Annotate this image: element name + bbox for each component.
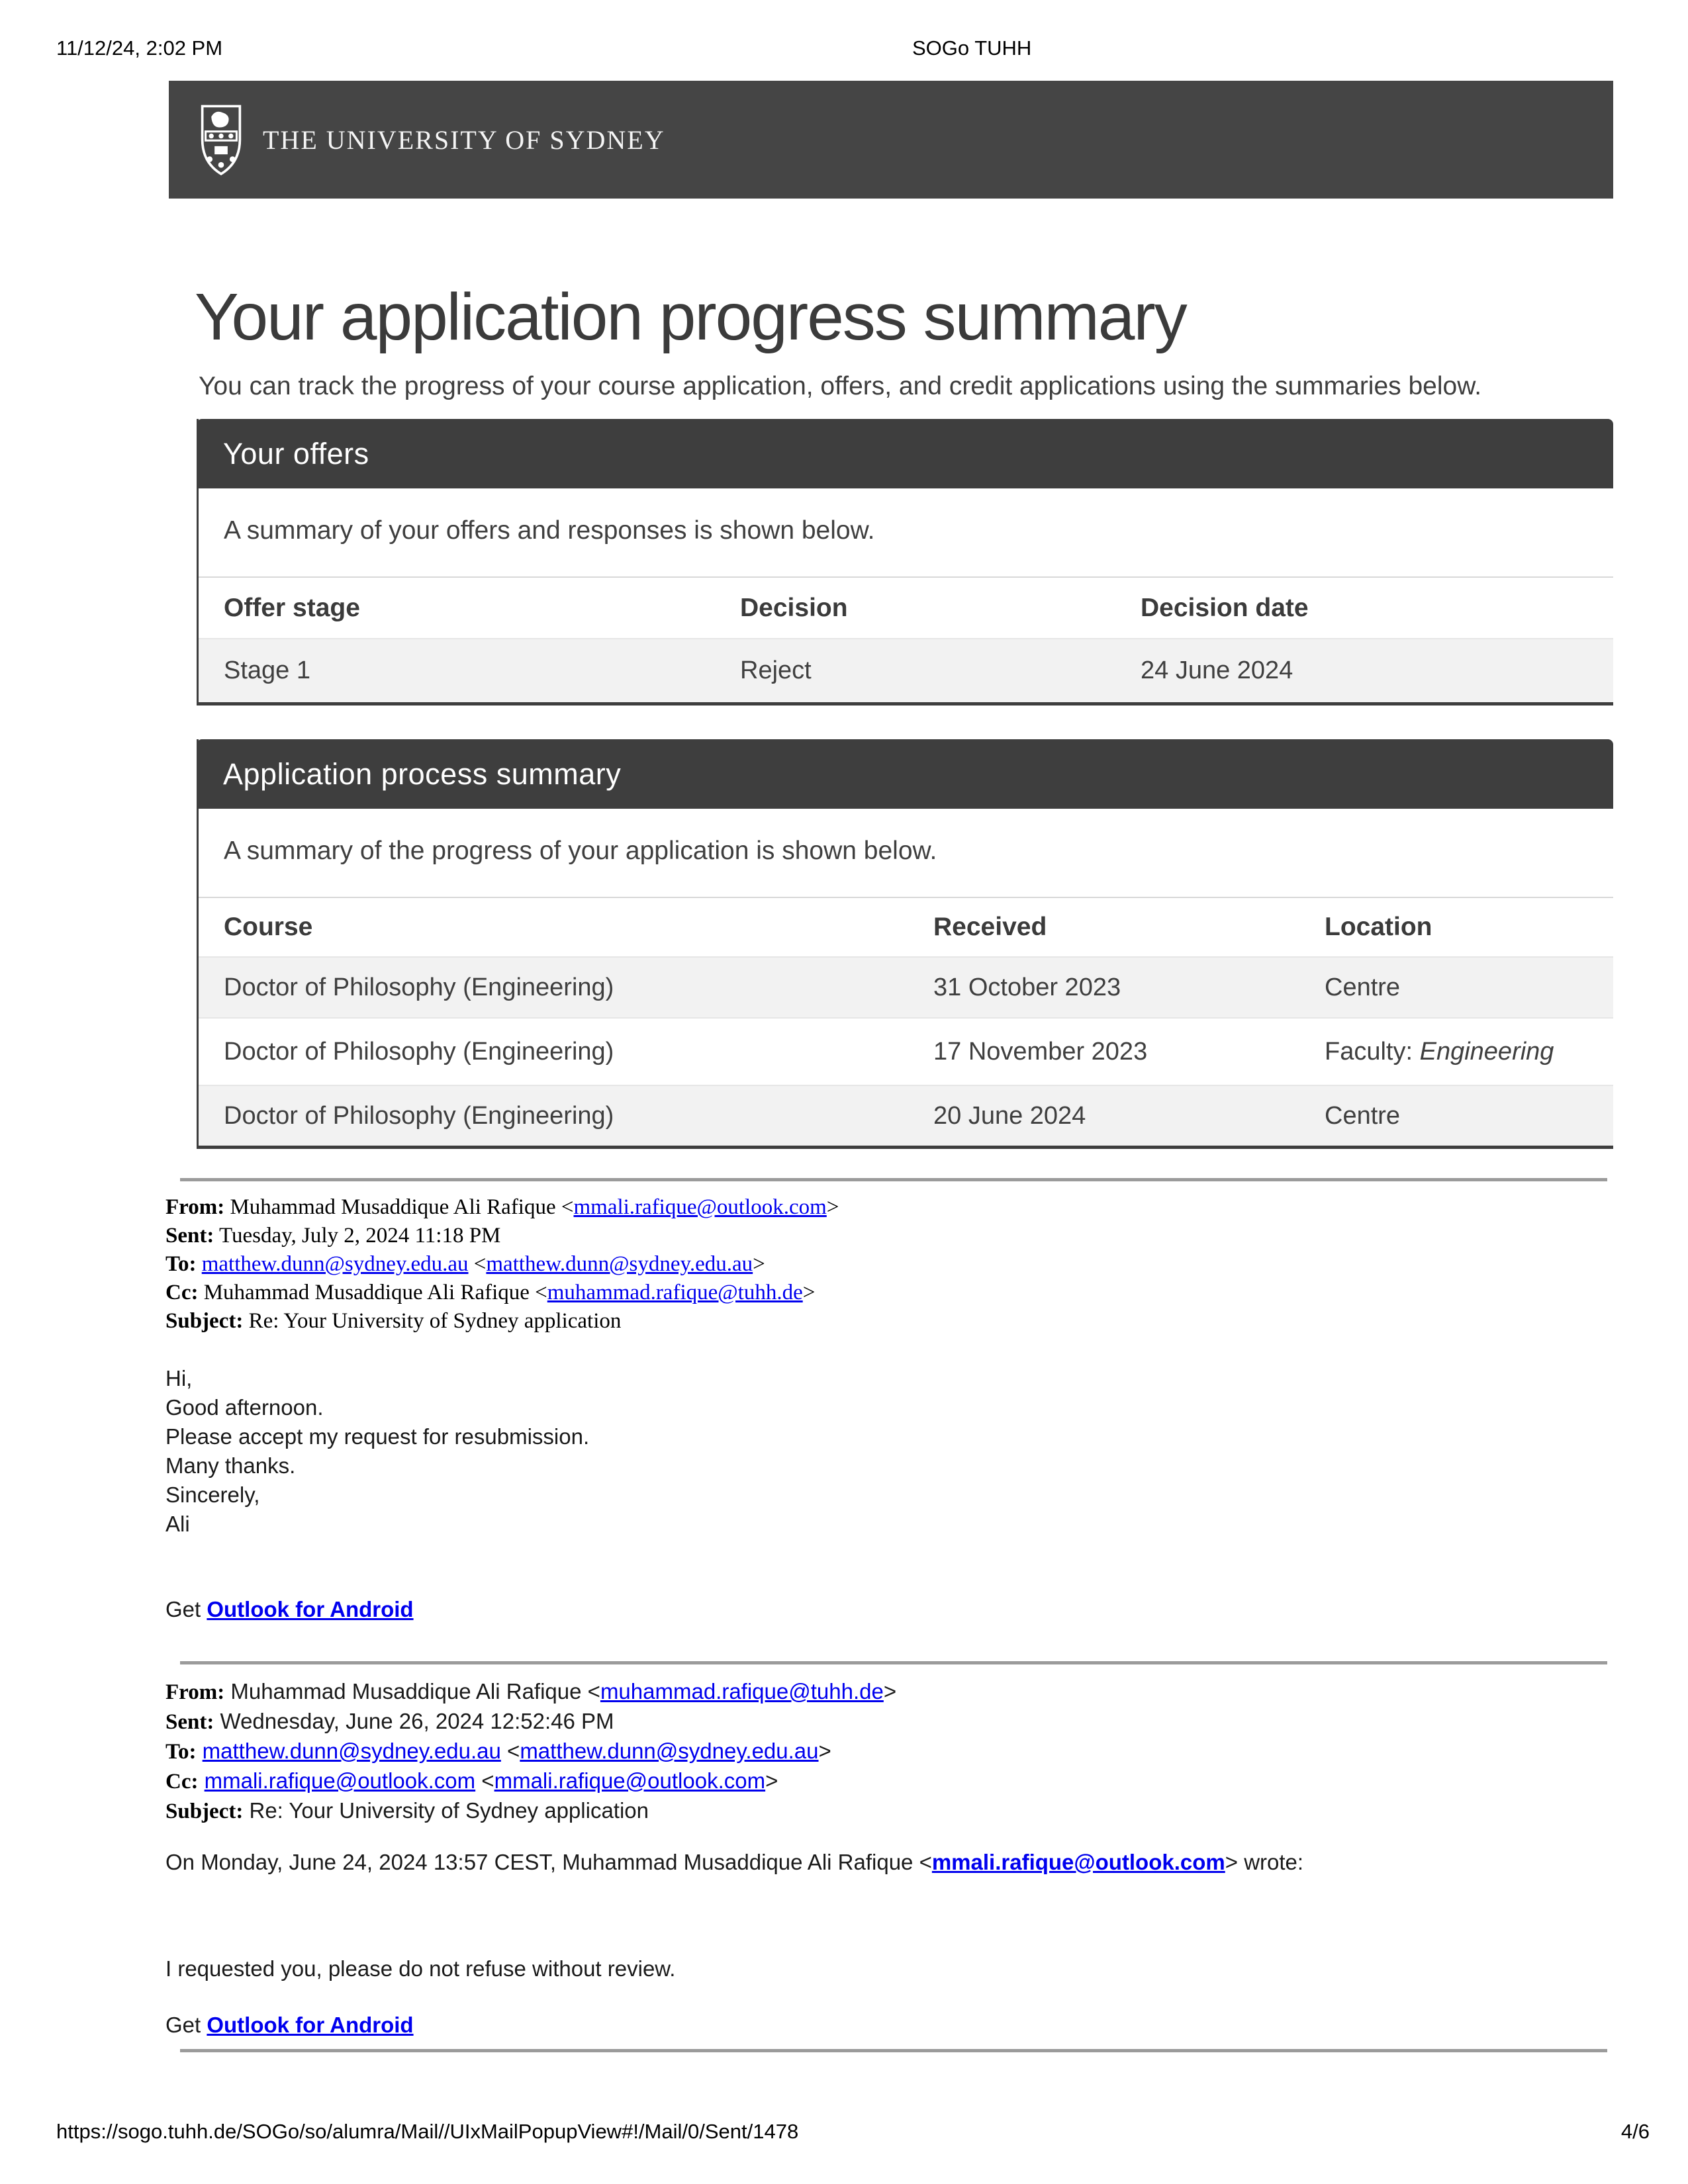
offers-card xyxy=(197,419,1613,705)
column-location: Location xyxy=(1325,913,1432,941)
email2-headers xyxy=(165,1677,896,1826)
offers-table-header xyxy=(199,576,1613,638)
email1-body xyxy=(165,1364,589,1539)
column-course: Course xyxy=(224,913,313,941)
process-card-title: Application process summary xyxy=(223,756,622,791)
email-from-line: From: Muhammad Musaddique Ali Rafique <muhammad.rafique@tuhh.de> xyxy=(165,1679,897,1704)
page-subtitle: You can track the progress of your course application, offers, and credit applications using the summaries below. xyxy=(199,372,1482,400)
email1-headers xyxy=(165,1193,839,1336)
process-card xyxy=(197,739,1613,1149)
cell-course: Doctor of Philosophy (Engineering) xyxy=(224,1101,614,1130)
print-datetime: 11/12/24, 2:02 PM xyxy=(56,36,223,60)
process-table-header xyxy=(199,897,1613,956)
outlook-for-android-link[interactable]: Outlook for Android xyxy=(207,2013,414,2037)
email-to-line: To: matthew.dunn@sydney.edu.au <matthew.dunn@sydney.edu.au> xyxy=(165,1739,831,1764)
offers-card-header xyxy=(197,419,1613,488)
email-to-line: To: matthew.dunn@sydney.edu.au <matthew.dunn@sydney.edu.au> xyxy=(165,1252,765,1276)
process-summary-text: A summary of the progress of your application is shown below. xyxy=(224,837,937,865)
cell-location: Faculty: Engineering xyxy=(1325,1037,1554,1066)
to-email-link[interactable]: matthew.dunn@sydney.edu.au xyxy=(201,1252,469,1276)
column-offer-stage: Offer stage xyxy=(224,593,360,622)
cc-email-link[interactable]: mmali.rafique@outlook.com xyxy=(494,1768,766,1793)
university-of-sydney-crest-icon xyxy=(197,101,246,178)
column-decision: Decision xyxy=(740,593,848,622)
email-sent-line: Sent: Wednesday, June 26, 2024 12:52:46 PM xyxy=(165,1709,614,1734)
quote-attribution-line: On Monday, June 24, 2024 13:57 CEST, Muhammad Musaddique Ali Rafique <mmali.rafique@outlook.com> wrote: xyxy=(165,1850,1304,1874)
body-line: Sincerely, xyxy=(165,1482,260,1507)
cell-offer-stage: Stage 1 xyxy=(224,657,310,684)
university-banner xyxy=(169,81,1613,199)
offers-summary-text: A summary of your offers and responses is shown below. xyxy=(224,516,875,545)
email-sent-line: Sent: Tuesday, July 2, 2024 11:18 PM xyxy=(165,1224,501,1248)
to-email-link[interactable]: matthew.dunn@sydney.edu.au xyxy=(520,1739,819,1763)
email-cc-line: Cc: mmali.rafique@outlook.com <mmali.rafique@outlook.com> xyxy=(165,1768,778,1794)
page-title: Your application progress summary xyxy=(195,280,1186,354)
email-divider xyxy=(180,1178,1607,1181)
body-line: Please accept my request for resubmission. xyxy=(165,1424,590,1449)
body-line: Many thanks. xyxy=(165,1453,296,1478)
university-name: THE UNIVERSITY OF SYDNEY xyxy=(263,124,665,155)
from-email-link[interactable]: muhammad.rafique@tuhh.de xyxy=(600,1679,884,1704)
quoted-body-line: I requested you, please do not refuse without review. xyxy=(165,1956,676,1981)
get-outlook-line: Get Outlook for Android xyxy=(165,1597,414,1621)
from-email-link[interactable]: mmali.rafique@outlook.com xyxy=(573,1195,827,1219)
to-email-link[interactable]: matthew.dunn@sydney.edu.au xyxy=(486,1252,753,1276)
process-card-header xyxy=(197,739,1613,809)
column-received: Received xyxy=(933,913,1047,941)
email-subject-line: Subject: Re: Your University of Sydney application xyxy=(165,1798,649,1823)
get-outlook-line: Get Outlook for Android xyxy=(165,2013,414,2037)
to-email-link[interactable]: matthew.dunn@sydney.edu.au xyxy=(202,1739,501,1763)
quoted-email-link[interactable]: mmali.rafique@outlook.com xyxy=(931,1850,1225,1874)
offers-table-row xyxy=(199,638,1613,702)
cell-received: 31 October 2023 xyxy=(933,973,1121,1001)
outlook-for-android-link[interactable]: Outlook for Android xyxy=(207,1597,414,1621)
cell-course: Doctor of Philosophy (Engineering) xyxy=(224,973,614,1001)
email-subject-line: Subject: Re: Your University of Sydney application xyxy=(165,1309,622,1333)
body-line: Ali xyxy=(165,1512,190,1536)
cell-received: 20 June 2024 xyxy=(933,1101,1086,1130)
email-divider xyxy=(180,2049,1607,2052)
cc-email-link[interactable]: muhammad.rafique@tuhh.de xyxy=(547,1281,803,1304)
cell-course: Doctor of Philosophy (Engineering) xyxy=(224,1037,614,1066)
body-line: Good afternoon. xyxy=(165,1395,324,1420)
email-divider xyxy=(180,1661,1607,1664)
cell-received: 17 November 2023 xyxy=(933,1037,1148,1066)
offers-card-title: Your offers xyxy=(223,436,369,471)
body-line: Hi, xyxy=(165,1366,193,1390)
print-footer-page-number: 4/6 xyxy=(1620,2120,1650,2143)
cell-location: Centre xyxy=(1325,973,1401,1001)
cell-decision: Reject xyxy=(740,657,812,684)
print-footer-url: https://sogo.tuhh.de/SOGo/so/alumra/Mail//UIxMailPopupView#!/Mail/0/Sent/1478 xyxy=(56,2120,799,2143)
process-table-row xyxy=(199,956,1613,1017)
print-title: SOGo TUHH xyxy=(912,36,1032,60)
process-table-row xyxy=(199,1085,1613,1146)
cell-location: Centre xyxy=(1325,1101,1401,1130)
email-cc-line: Cc: Muhammad Musaddique Ali Rafique <muhammad.rafique@tuhh.de> xyxy=(165,1281,816,1304)
column-decision-date: Decision date xyxy=(1141,593,1309,622)
cell-decision-date: 24 June 2024 xyxy=(1141,657,1293,684)
email-from-line: From: Muhammad Musaddique Ali Rafique <mmali.rafique@outlook.com> xyxy=(165,1195,839,1219)
process-table-row xyxy=(199,1017,1613,1085)
cc-email-link[interactable]: mmali.rafique@outlook.com xyxy=(204,1768,476,1793)
